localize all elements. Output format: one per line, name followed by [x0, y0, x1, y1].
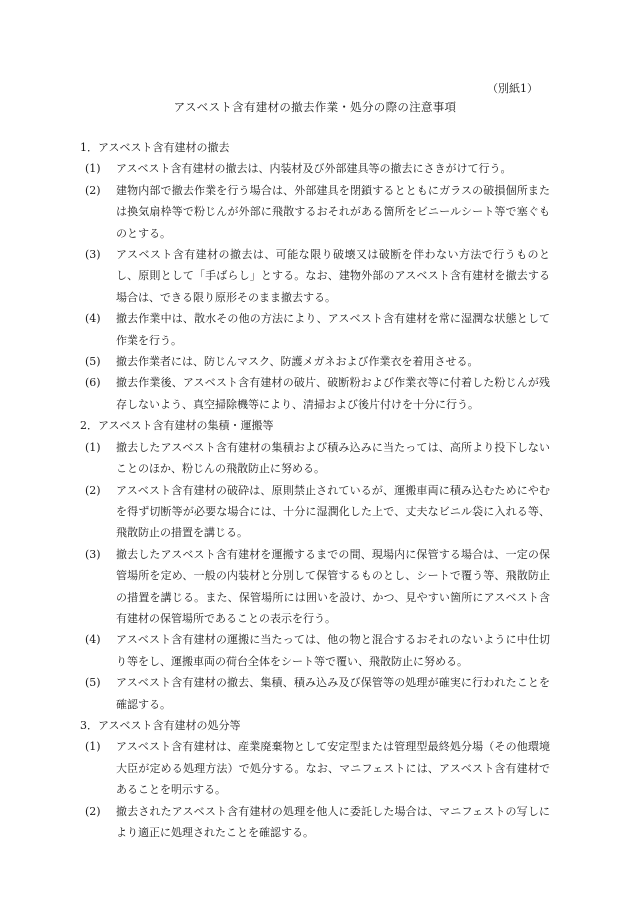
section-heading: 3．アスベスト含有建材の処分等 [80, 718, 241, 732]
list-item [80, 672, 550, 715]
item-number: (2) [85, 483, 101, 497]
item-number: (5) [85, 676, 101, 690]
list-item [80, 244, 550, 308]
list-item [80, 158, 550, 179]
item-number: (1) [85, 440, 101, 454]
list-item [80, 736, 550, 800]
item-number: (2) [85, 183, 101, 197]
list-item [80, 308, 550, 351]
item-text: 撤去したアスベスト含有建材を運搬するまでの間、現場内に保管する場合は、一定の保管場所を定め、一般の内装材と分別して保管するものとし、シートで覆う等、飛散防止の措置を講じる。また、保管場所には囲いを設け、かつ、見やすい箇所にアスベスト含有建材の保管場所であることの表示を行う。 [116, 547, 550, 625]
list-item [80, 351, 550, 372]
section-heading: 2．アスベスト含有建材の集積・運搬等 [80, 419, 274, 433]
item-text: アスベスト含有建材は、産業廃棄物として安定型または管理型最終処分場（その他環境大臣が定める処理方法）で処分する。なお、マニフェストには、アスベスト含有建材であることを明示する。 [116, 740, 550, 797]
list-item [80, 480, 550, 544]
list-item [80, 544, 550, 630]
item-number: (5) [85, 355, 101, 369]
item-text: 撤去したアスベスト含有建材の集積および積み込みに当たっては、高所より投下しないことのほか、粉じんの飛散防止に努める。 [116, 440, 550, 476]
item-text: 建物内部で撤去作業を行う場合は、外部建具を閉鎖するとともにガラスの破損個所または換気扇枠等で粉じんが外部に飛散するおそれがある箇所をビニールシート等で塞ぐものとする。 [116, 183, 550, 240]
document-body [80, 137, 550, 843]
item-number: (3) [85, 248, 101, 262]
item-number: (4) [85, 312, 101, 326]
item-number: (3) [85, 547, 101, 561]
item-number: (1) [85, 162, 101, 176]
item-text: アスベスト含有建材の運搬に当たっては、他の物と混合するおそれのないように中仕切り等をし、運搬車両の荷台全体をシート等で覆い、飛散防止に努める。 [116, 633, 550, 668]
item-text: 撤去作業中は、散水その他の方法により、アスベスト含有建材を常に湿潤な状態として作業を行う。 [116, 312, 550, 347]
item-text: 撤去されたアスベスト含有建材の処理を他人に委託した場合は、マニフェストの写しにより適正に処理されたことを確認する。 [116, 804, 550, 839]
item-number: (1) [85, 740, 101, 754]
item-number: (4) [85, 633, 101, 647]
list-item [80, 437, 550, 480]
item-number: (2) [85, 804, 101, 818]
item-text: アスベスト含有建材の撤去、集積、積み込み及び保管等の処理が確実に行われたことを確認する。 [116, 676, 550, 711]
list-item [80, 629, 550, 672]
list-item [80, 801, 550, 844]
item-text: アスベスト含有建材の破砕は、原則禁止されているが、運搬車両に積み込むためにやむを得ず切断等が必要な場合には、十分に湿潤化した上で、丈夫なビニル袋に入れる等、飛散防止の措置を講じる。 [116, 483, 550, 540]
item-text: 撤去作業後、アスベスト含有建材の破片、破断粉および作業衣等に付着した粉じんが残存しないよう、真空掃除機等により、清掃および後片付けを十分に行う。 [116, 376, 550, 411]
document-title: アスベスト含有建材の撤去作業・処分の際の注意事項 [173, 100, 457, 114]
item-text: 撤去作業者には、防じんマスク、防護メガネおよび作業衣を着用させる。 [116, 355, 479, 369]
section-heading: 1．アスベスト含有建材の撤去 [80, 141, 230, 154]
item-text: アスベスト含有建材の撤去は、内装材及び外部建具等の撤去にさきがけて行う。 [116, 162, 512, 176]
attachment-note: （別紙1） [487, 82, 538, 95]
item-number: (6) [85, 376, 101, 390]
item-text: アスベスト含有建材の撤去は、可能な限り破壊又は破断を伴わない方法で行うものとし、原則として「手ばらし」とする。なお、建物外部のアスベスト含有建材を撤去する場合は、できる限り原形そのまま撤去する。 [116, 248, 550, 304]
list-item [80, 180, 550, 244]
list-item [80, 372, 550, 415]
